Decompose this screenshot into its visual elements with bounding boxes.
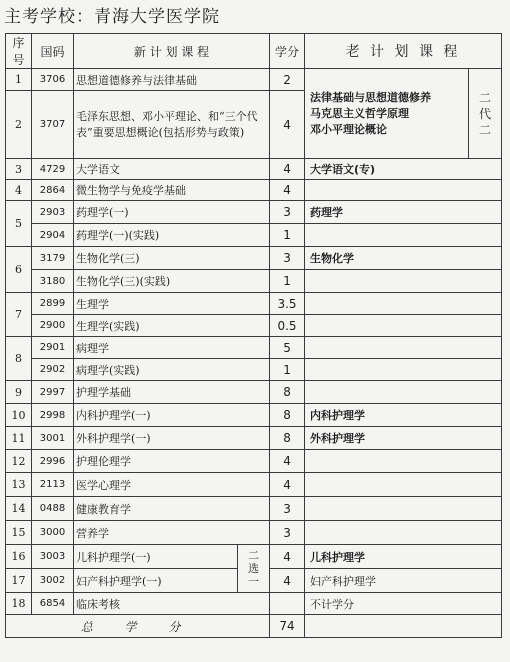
old-note-char: 二	[479, 90, 492, 105]
credit-cell: 8	[270, 427, 305, 450]
table-row	[6, 450, 502, 473]
total-value: 74	[270, 615, 305, 638]
seq-cell: 18	[6, 593, 32, 615]
old-course	[305, 381, 502, 404]
old-course: 大学语文(专)	[305, 159, 502, 180]
credit-cell: 1	[270, 224, 305, 247]
seq-cell: 13	[6, 473, 32, 497]
code-cell: 2998	[32, 404, 74, 427]
course-name: 外科护理学(一)	[74, 427, 270, 450]
old-course	[305, 315, 502, 337]
old-course: 内科护理学	[305, 404, 502, 427]
course-name: 毛泽东思想、邓小平理论、和“三个代表”重要思想概论(包括形势与政策)	[74, 91, 270, 159]
code-cell: 3000	[32, 521, 74, 545]
choose-one-note	[238, 545, 270, 593]
code-cell: 3002	[32, 569, 74, 593]
seq-cell: 1	[6, 69, 32, 91]
course-name: 生物化学(三)	[74, 247, 270, 270]
table-row	[6, 293, 502, 315]
seq-cell: 17	[6, 569, 32, 593]
seq-cell: 11	[6, 427, 32, 450]
course-name: 思想道德修养与法律基础	[74, 69, 270, 91]
course-name: 大学语文	[74, 159, 270, 180]
code-cell: 3001	[32, 427, 74, 450]
credit-cell: 2	[270, 69, 305, 91]
code-cell: 2902	[32, 359, 74, 381]
seq-cell: 3	[6, 159, 32, 180]
credit-cell: 3	[270, 247, 305, 270]
seq-cell: 4	[6, 180, 32, 201]
table-row	[6, 359, 502, 381]
school-title: 主考学校：青海大学医学院	[4, 7, 220, 27]
code-cell: 2901	[32, 337, 74, 359]
old-course: 药理学	[305, 201, 502, 224]
course-name: 儿科护理学(一)	[74, 545, 238, 569]
course-name: 生物化学(三)(实践)	[74, 270, 270, 293]
old-course	[305, 293, 502, 315]
choose-char: 二	[248, 549, 259, 562]
code-cell: 3179	[32, 247, 74, 270]
credit-cell: 8	[270, 381, 305, 404]
course-name: 病理学(实践)	[74, 359, 270, 381]
seq-cell: 5	[6, 201, 32, 247]
header-old-plan: 老 计 划 课 程	[305, 34, 502, 69]
code-cell: 6854	[32, 593, 74, 615]
table-row	[6, 404, 502, 427]
old-course	[305, 521, 502, 545]
course-name: 微生物学与免疫学基础	[74, 180, 270, 201]
table-row	[6, 521, 502, 545]
course-name: 健康教育学	[74, 497, 270, 521]
credit-cell	[270, 593, 305, 615]
old-course	[305, 450, 502, 473]
code-cell: 3707	[32, 91, 74, 159]
course-name: 妇产科护理学(一)	[74, 569, 238, 593]
old-course-line: 邓小平理论概论	[310, 122, 388, 136]
choose-char: 选	[248, 562, 259, 575]
table-row	[6, 381, 502, 404]
code-cell: 2997	[32, 381, 74, 404]
table-row	[6, 180, 502, 201]
old-course: 外科护理学	[305, 427, 502, 450]
old-note	[469, 69, 502, 159]
old-course	[305, 337, 502, 359]
code-cell: 2864	[32, 180, 74, 201]
table-row	[6, 497, 502, 521]
code-cell: 2996	[32, 450, 74, 473]
table-row	[6, 224, 502, 247]
seq-cell: 2	[6, 91, 32, 159]
code-cell: 3706	[32, 69, 74, 91]
credit-cell: 4	[270, 473, 305, 497]
seq-cell: 12	[6, 450, 32, 473]
course-name: 药理学(一)(实践)	[74, 224, 270, 247]
credit-cell: 4	[270, 545, 305, 569]
old-course: 儿科护理学	[305, 545, 502, 569]
seq-cell: 16	[6, 545, 32, 569]
old-course	[305, 180, 502, 201]
seq-cell: 8	[6, 337, 32, 381]
credit-cell: 4	[270, 450, 305, 473]
credit-cell: 5	[270, 337, 305, 359]
old-course: 生物化学	[305, 247, 502, 270]
code-cell: 2900	[32, 315, 74, 337]
credit-cell: 4	[270, 569, 305, 593]
course-name: 药理学(一)	[74, 201, 270, 224]
header-new-plan: 新 计 划 课 程	[74, 34, 270, 69]
table-row	[6, 593, 502, 615]
old-course: 不计学分	[305, 593, 502, 615]
total-label: 总 学 分	[6, 615, 270, 638]
old-course-block	[305, 69, 469, 159]
course-name: 医学心理学	[74, 473, 270, 497]
old-course	[305, 270, 502, 293]
seq-cell: 14	[6, 497, 32, 521]
table-row	[6, 427, 502, 450]
code-cell: 2899	[32, 293, 74, 315]
credit-cell: 1	[270, 270, 305, 293]
old-note-char: 代	[479, 106, 492, 121]
course-name: 临床考核	[74, 593, 270, 615]
course-name: 生理学	[74, 293, 270, 315]
header-credit: 学分	[270, 34, 305, 69]
course-table	[5, 33, 502, 638]
course-name: 护理伦理学	[74, 450, 270, 473]
table-row	[6, 159, 502, 180]
code-cell: 4729	[32, 159, 74, 180]
credit-cell: 4	[270, 159, 305, 180]
credit-cell: 1	[270, 359, 305, 381]
code-cell: 3180	[32, 270, 74, 293]
code-cell: 0488	[32, 497, 74, 521]
course-name: 营养学	[74, 521, 270, 545]
seq-cell: 7	[6, 293, 32, 337]
course-name: 内科护理学(一)	[74, 404, 270, 427]
course-name: 护理学基础	[74, 381, 270, 404]
table-row	[6, 247, 502, 270]
table-row	[6, 270, 502, 293]
table-row	[6, 337, 502, 359]
seq-cell: 10	[6, 404, 32, 427]
credit-cell: 8	[270, 404, 305, 427]
total-row	[6, 615, 502, 638]
choose-char: 一	[248, 575, 259, 588]
old-course-line: 法律基础与思想道德修养	[310, 90, 432, 104]
seq-cell: 15	[6, 521, 32, 545]
credit-cell: 3	[270, 201, 305, 224]
old-note-char: 二	[479, 122, 492, 137]
header-code: 国码	[32, 34, 74, 69]
seq-cell: 6	[6, 247, 32, 293]
code-cell: 2903	[32, 201, 74, 224]
table-row	[6, 473, 502, 497]
old-course	[305, 359, 502, 381]
table-row	[6, 201, 502, 224]
header-row	[6, 34, 502, 69]
code-cell: 3003	[32, 545, 74, 569]
credit-cell: 4	[270, 180, 305, 201]
table-row	[6, 315, 502, 337]
old-course-line: 马克思主义哲学原理	[310, 106, 410, 120]
credit-cell: 3	[270, 521, 305, 545]
credit-cell: 0.5	[270, 315, 305, 337]
course-name: 生理学(实践)	[74, 315, 270, 337]
code-cell: 2904	[32, 224, 74, 247]
old-course	[305, 224, 502, 247]
table-row	[6, 69, 502, 91]
old-course	[305, 473, 502, 497]
old-course: 妇产科护理学	[305, 569, 502, 593]
seq-cell: 9	[6, 381, 32, 404]
old-course	[305, 497, 502, 521]
code-cell: 2113	[32, 473, 74, 497]
total-old	[305, 615, 502, 638]
credit-cell: 3.5	[270, 293, 305, 315]
credit-cell: 3	[270, 497, 305, 521]
table-row	[6, 545, 502, 569]
credit-cell: 4	[270, 91, 305, 159]
course-name: 病理学	[74, 337, 270, 359]
header-seq: 序号	[6, 34, 32, 69]
